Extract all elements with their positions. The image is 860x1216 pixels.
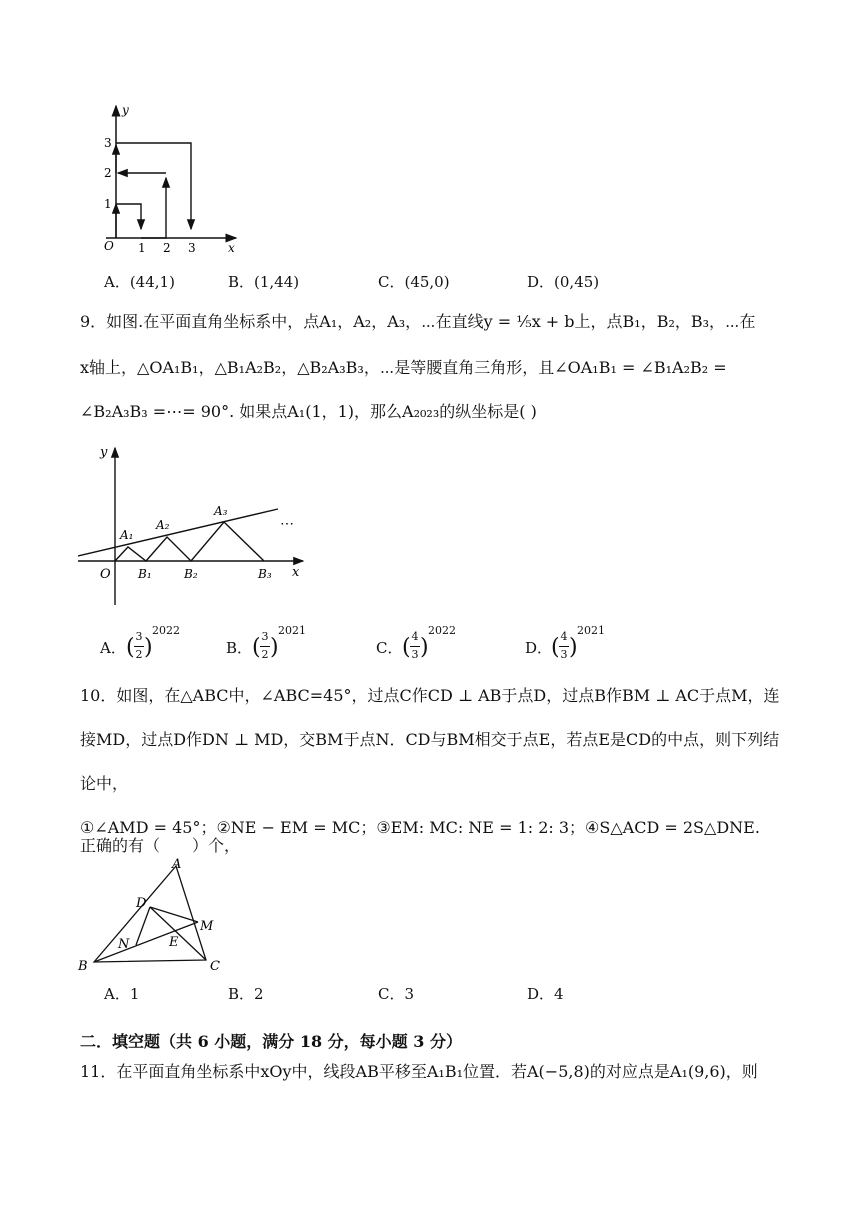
frac-num: 3 (261, 630, 269, 643)
paren: ( (402, 635, 411, 660)
q10-label-m: M (200, 919, 214, 934)
q10-line-5: 正确的有（ ）个， (80, 836, 241, 855)
exponent: 2021 (278, 624, 306, 637)
q8-option-c: C．(45,0) (378, 273, 450, 291)
q8-option-b: B．(1,44) (228, 273, 300, 291)
frac-den: 3 (411, 648, 419, 661)
q9-dots: ⋯ (280, 516, 294, 532)
q10-option-a: A．1 (104, 985, 140, 1003)
option-letter: D． (525, 639, 553, 657)
paren: ) (569, 635, 578, 660)
exponent: 2021 (577, 624, 605, 637)
option-letter: B． (226, 639, 253, 657)
q10-label-d: D (136, 896, 147, 911)
paren: ( (126, 635, 135, 660)
q9-origin: O (100, 567, 111, 582)
frac-den: 3 (560, 648, 568, 661)
q8-x-tick: 3 (188, 241, 196, 255)
paren: ( (551, 635, 560, 660)
q8-y-label: y (122, 103, 129, 117)
q8-x-tick: 1 (138, 241, 146, 255)
q9-line-2: x轴上，△OA₁B₁，△B₁A₂B₂，△B₂A₃B₃，⋯是等腰直角三角形，且∠OA₁B₁ = ∠B₁A₂B₂ = (80, 358, 727, 377)
paren: ) (270, 635, 279, 660)
q10-option-b: B．2 (228, 985, 264, 1003)
q10-label-c: C (210, 959, 220, 974)
frac-num: 4 (560, 630, 568, 643)
q9-figure (78, 440, 318, 610)
q10-label-b: B (78, 959, 88, 974)
q10-label-n: N (118, 937, 130, 952)
q9-b2: B₂ (184, 567, 198, 581)
option-letter: C． (376, 639, 403, 657)
q10-line-3: 论中， (80, 774, 129, 793)
q9-a1: A₁ (120, 528, 134, 542)
q10-figure (74, 856, 234, 976)
paren: ( (252, 635, 261, 660)
q8-option-d: D．(0,45) (527, 273, 600, 291)
paren: ) (144, 635, 153, 660)
frac-num: 4 (411, 630, 419, 643)
q10-option-c: C．3 (378, 985, 415, 1003)
q9-x-label: x (292, 565, 300, 580)
q8-figure (96, 98, 256, 258)
q10-label-e: E (169, 935, 179, 950)
q9-a2: A₂ (156, 518, 170, 532)
section-heading: 二．填空题（共 6 小题，满分 18 分，每小题 3 分） (80, 1032, 462, 1051)
q8-origin: O (104, 239, 114, 253)
frac-den: 2 (135, 648, 143, 661)
q10-line-1: 10．如图，在△ABC中，∠ABC=45°，过点C作CD ⊥ AB于点D，过点B作BM ⊥ AC于点M，连 (80, 686, 780, 705)
exponent: 2022 (152, 624, 180, 637)
q10-line-2: 接MD，过点D作DN ⊥ MD，交BM于点N．CD与BM相交于点E，若点E是CD的中点，则下列结 (80, 730, 780, 749)
paren: ) (420, 635, 429, 660)
q8-y-tick: 3 (104, 136, 112, 150)
q8-option-a: A．(44,1) (104, 273, 175, 291)
q9-line-1: 9．如图.在平面直角坐标系中，点A₁，A₂，A₃，⋯在直线y = ⅕x + b上，点B₁，B₂，B₃，⋯在 (80, 312, 756, 331)
q9-y-label: y (100, 445, 108, 460)
q10-line-4: ①∠AMD = 45°；②NE − EM = MC；③EM: MC: NE = 1: 2: 3；④S△ACD = 2S△DNE. (80, 818, 760, 837)
q11-line-1: 11．在平面直角坐标系中xOy中，线段AB平移至A₁B₁位置．若A(−5,8)的对应点是A₁(9,6)，则 (80, 1062, 758, 1081)
q9-line-3: ∠B₂A₃B₃ =⋯= 90°. 如果点A₁(1，1)，那么A₂₀₂₃的纵坐标是( ) (80, 402, 537, 421)
option-letter: A． (100, 639, 126, 657)
q8-x-label: x (228, 241, 235, 255)
q8-x-tick: 2 (163, 241, 171, 255)
q8-y-tick: 2 (104, 166, 112, 180)
q9-b1: B₁ (138, 567, 152, 581)
q9-b3: B₃ (258, 567, 272, 581)
exponent: 2022 (428, 624, 456, 637)
frac-num: 3 (135, 630, 143, 643)
q10-label-a: A (172, 857, 182, 872)
q10-option-d: D．4 (527, 985, 564, 1003)
q9-a3: A₃ (214, 504, 228, 518)
frac-den: 2 (261, 648, 269, 661)
q8-y-tick: 1 (104, 197, 112, 211)
